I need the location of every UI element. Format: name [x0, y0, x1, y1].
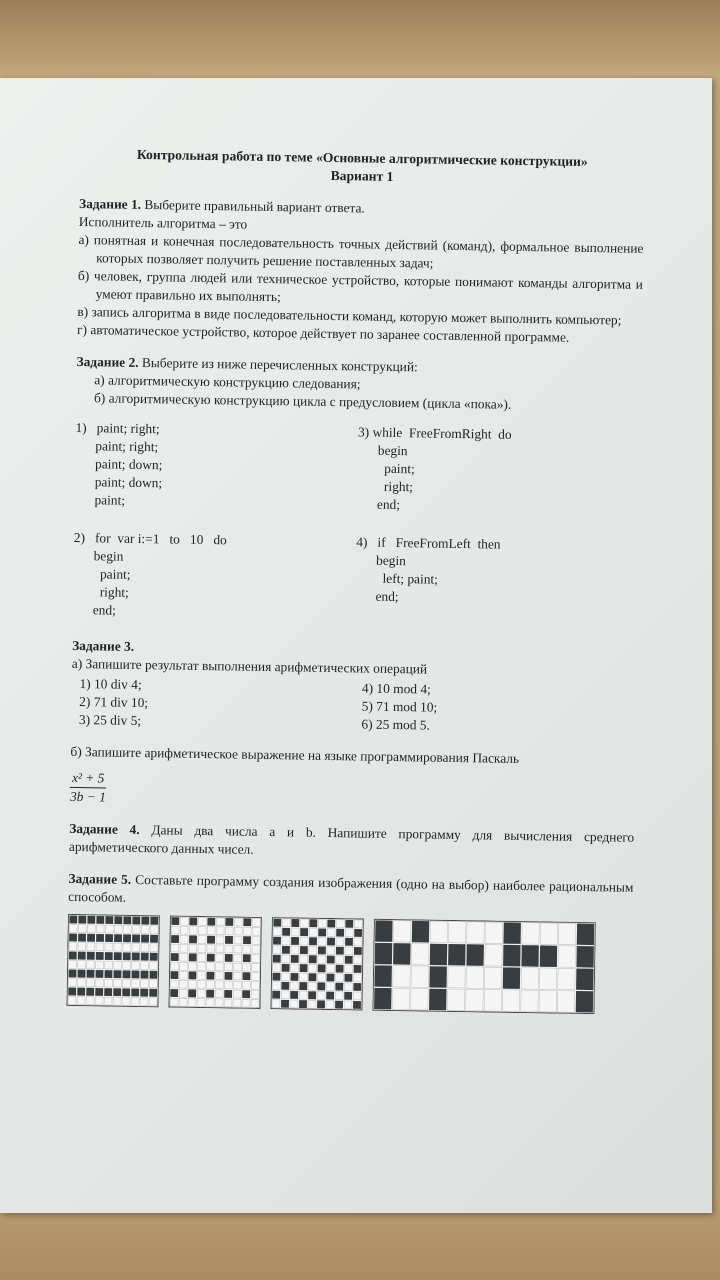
- filled-cell: [225, 972, 233, 980]
- fraction-denominator: 3b − 1: [69, 788, 106, 805]
- filled-cell: [429, 989, 446, 1011]
- filled-cell: [521, 945, 538, 967]
- filled-cell: [327, 920, 335, 928]
- filled-cell: [354, 947, 362, 955]
- filled-cell: [87, 916, 95, 924]
- figure-3-pattern: [270, 917, 363, 1010]
- filled-cell: [87, 934, 95, 942]
- filled-cell: [353, 1001, 361, 1009]
- filled-cell: [335, 1001, 343, 1009]
- filled-cell: [242, 990, 250, 998]
- filled-cell: [344, 974, 352, 982]
- task-1-option-c: в) запись алгоритма в виде последовательности команд, которую может выполнить компьютер;: [77, 303, 622, 328]
- task-3-b-text: б) Запишите арифметическое выражение на языке программирования Паскаль: [70, 743, 520, 766]
- filled-cell: [300, 946, 308, 954]
- operation-1: 1) 10 div 4;: [79, 676, 142, 693]
- filled-cell: [309, 955, 317, 963]
- filled-cell: [150, 935, 158, 943]
- filled-cell: [326, 992, 334, 1000]
- fraction-numerator: x² + 5: [70, 769, 107, 789]
- filled-cell: [540, 945, 557, 967]
- task-1-option-a: а) понятная и конечная последовательность точных действий (команд), формальное выполнение которых позволяет получить решение поставленных задач;: [78, 231, 644, 271]
- filled-cell: [281, 982, 289, 990]
- code-grid-top: [74, 419, 640, 518]
- figure-2-pattern: [168, 916, 261, 1009]
- filled-cell: [225, 954, 233, 962]
- filled-cell: [189, 953, 197, 961]
- filled-cell: [69, 916, 77, 924]
- filled-cell: [188, 989, 196, 997]
- filled-cell: [96, 970, 104, 978]
- filled-cell: [224, 990, 232, 998]
- task-2-item-a: а) алгоритмическую конструкцию следования;: [94, 372, 361, 392]
- filled-cell: [243, 936, 251, 944]
- operation-3: 3) 25 div 5;: [78, 712, 142, 729]
- title-line-2: Вариант 1: [330, 167, 394, 184]
- filled-cell: [225, 918, 233, 926]
- filled-cell: [171, 971, 179, 979]
- filled-cell: [375, 920, 392, 942]
- filled-cell: [290, 973, 298, 981]
- filled-cell: [429, 966, 446, 988]
- filled-cell: [273, 937, 281, 945]
- filled-cell: [335, 983, 343, 991]
- figure-4-pattern: [372, 919, 595, 1014]
- filled-cell: [132, 971, 140, 979]
- filled-cell: [345, 938, 353, 946]
- filled-cell: [189, 971, 197, 979]
- filled-cell: [336, 929, 344, 937]
- filled-cell: [69, 934, 77, 942]
- task-2: [73, 353, 642, 628]
- task-3: [70, 637, 638, 815]
- figure-1-pattern: [66, 914, 159, 1007]
- filled-cell: [114, 952, 122, 960]
- operation-6: 6) 25 mod 5.: [361, 716, 430, 733]
- filled-cell: [466, 944, 483, 966]
- filled-cell: [412, 921, 429, 943]
- filled-cell: [123, 916, 131, 924]
- filled-cell: [149, 989, 157, 997]
- filled-cell: [113, 988, 121, 996]
- filled-cell: [171, 935, 179, 943]
- filled-cell: [105, 916, 113, 924]
- filled-cell: [104, 988, 112, 996]
- filled-cell: [282, 946, 290, 954]
- filled-cell: [78, 970, 86, 978]
- fraction-expression: [70, 769, 107, 807]
- filled-cell: [114, 916, 122, 924]
- filled-cell: [291, 955, 299, 963]
- task-1-question: Исполнитель алгоритма – это: [78, 213, 248, 232]
- task-4-text: Даны два числа a и b. Напишите программу для вычисления среднего арифметического данных чисел.: [68, 822, 635, 857]
- filled-cell: [503, 945, 520, 967]
- filled-cell: [96, 934, 104, 942]
- task-3-label: Задание 3.: [72, 637, 135, 654]
- task-1-instruction: Выберите правильный вариант ответа.: [144, 197, 365, 216]
- filled-cell: [132, 935, 140, 943]
- filled-cell: [318, 928, 326, 936]
- filled-cell: [282, 928, 290, 936]
- filled-cell: [123, 952, 131, 960]
- filled-cell: [273, 955, 281, 963]
- task-1-label: Задание 1.: [78, 195, 142, 212]
- filled-cell: [326, 974, 334, 982]
- filled-cell: [95, 988, 103, 996]
- filled-cell: [577, 924, 594, 946]
- filled-cell: [170, 989, 178, 997]
- filled-cell: [141, 935, 149, 943]
- filled-cell: [430, 944, 447, 966]
- filled-cell: [69, 970, 77, 978]
- task-2-instruction: Выберите из ниже перечисленных конструкций:: [141, 355, 418, 375]
- filled-cell: [374, 988, 391, 1010]
- filled-cell: [206, 990, 214, 998]
- filled-cell: [281, 1000, 289, 1008]
- filled-cell: [375, 943, 392, 965]
- filled-cell: [299, 982, 307, 990]
- filled-cell: [122, 988, 130, 996]
- filled-cell: [309, 937, 317, 945]
- filled-cell: [308, 991, 316, 999]
- filled-cell: [299, 1000, 307, 1008]
- filled-cell: [68, 988, 76, 996]
- operation-2: 2) 71 div 10;: [79, 694, 149, 711]
- filled-cell: [336, 965, 344, 973]
- task-1: [77, 195, 644, 348]
- filled-cell: [243, 954, 251, 962]
- task-1-option-b: б) человек, группа людей или техническое устройство, которые понимают команды алгоритма и умеют правильно их выполнять;: [77, 267, 643, 305]
- filled-cell: [114, 934, 122, 942]
- filled-cell: [78, 916, 86, 924]
- filled-cell: [96, 916, 104, 924]
- task-2-label: Задание 2.: [76, 353, 139, 370]
- filled-cell: [141, 953, 149, 961]
- filled-cell: [207, 936, 215, 944]
- filled-cell: [225, 936, 233, 944]
- code-block-3: 3) while FreeFromRight do begin paint; right; end;: [356, 424, 512, 513]
- task-5-label: Задание 5.: [68, 870, 132, 887]
- filled-cell: [141, 917, 149, 925]
- filled-cell: [189, 935, 197, 943]
- filled-cell: [86, 988, 94, 996]
- filled-cell: [353, 983, 361, 991]
- filled-cell: [150, 953, 158, 961]
- code-block-2: 2) for var i:=1 to 10 do begin paint; right; end;: [72, 529, 227, 618]
- filled-cell: [374, 965, 391, 987]
- filled-cell: [345, 920, 353, 928]
- filled-cell: [344, 992, 352, 1000]
- filled-cell: [207, 954, 215, 962]
- filled-cell: [354, 929, 362, 937]
- operations-list: [71, 675, 637, 738]
- filled-cell: [503, 922, 520, 944]
- filled-cell: [105, 934, 113, 942]
- filled-cell: [87, 952, 95, 960]
- task-5: [66, 870, 633, 1015]
- filled-cell: [114, 970, 122, 978]
- filled-cell: [207, 918, 215, 926]
- filled-cell: [87, 970, 95, 978]
- filled-cell: [171, 917, 179, 925]
- filled-cell: [327, 938, 335, 946]
- filled-cell: [141, 971, 149, 979]
- filled-cell: [132, 953, 140, 961]
- filled-cell: [189, 917, 197, 925]
- filled-cell: [282, 964, 290, 972]
- task-3-a-text: а) Запишите результат выполнения арифметических операций: [71, 655, 428, 677]
- filled-cell: [576, 946, 593, 968]
- filled-cell: [345, 956, 353, 964]
- filled-cell: [105, 970, 113, 978]
- filled-cell: [132, 917, 140, 925]
- operation-5: 5) 71 mod 10;: [361, 698, 438, 715]
- filled-cell: [272, 973, 280, 981]
- task-4: [69, 820, 634, 865]
- task-5-text: Составьте программу создания изображения (одно на выбор) наиболее рациональным способом.: [68, 871, 634, 905]
- filled-cell: [273, 919, 281, 927]
- filled-cell: [317, 982, 325, 990]
- filled-cell: [393, 943, 410, 965]
- filled-cell: [171, 953, 179, 961]
- filled-cell: [576, 991, 593, 1013]
- document: [66, 145, 644, 1015]
- filled-cell: [291, 919, 299, 927]
- filled-cell: [123, 970, 131, 978]
- task-2-item-b: б) алгоритмическую конструкцию цикла с предусловием (цикла «пока»).: [93, 390, 512, 412]
- filled-cell: [69, 952, 77, 960]
- filled-cell: [78, 952, 86, 960]
- filled-cell: [336, 947, 344, 955]
- filled-cell: [300, 928, 308, 936]
- filled-cell: [207, 972, 215, 980]
- filled-cell: [576, 968, 593, 990]
- filled-cell: [105, 952, 113, 960]
- filled-cell: [317, 1000, 325, 1008]
- task-4-label: Задание 4.: [69, 820, 140, 838]
- filled-cell: [300, 964, 308, 972]
- filled-cell: [318, 964, 326, 972]
- task-1-option-d: г) автоматическое устройство, которое действует по заранее составленной программе.: [76, 321, 570, 345]
- filled-cell: [77, 988, 85, 996]
- filled-cell: [123, 934, 131, 942]
- filled-cell: [272, 991, 280, 999]
- filled-cell: [131, 989, 139, 997]
- filled-cell: [140, 989, 148, 997]
- code-grid-bottom: [73, 529, 639, 628]
- filled-cell: [309, 919, 317, 927]
- code-block-1: 1) paint; right; paint; right; paint; down; paint; down; paint;: [74, 419, 163, 508]
- filled-cell: [96, 952, 104, 960]
- filled-cell: [290, 991, 298, 999]
- filled-cell: [318, 946, 326, 954]
- filled-cell: [448, 944, 465, 966]
- filled-cell: [308, 973, 316, 981]
- filled-cell: [150, 971, 158, 979]
- figures-row: [66, 914, 632, 1015]
- code-block-4: 4) if FreeFromLeft then begin left; paint; end;: [355, 534, 501, 605]
- filled-cell: [150, 917, 158, 925]
- filled-cell: [503, 967, 520, 989]
- filled-cell: [327, 956, 335, 964]
- filled-cell: [243, 972, 251, 980]
- filled-cell: [354, 965, 362, 973]
- filled-cell: [291, 937, 299, 945]
- filled-cell: [78, 934, 86, 942]
- operation-4: 4) 10 mod 4;: [361, 680, 431, 697]
- filled-cell: [243, 918, 251, 926]
- title-line-1: Контрольная работа по теме «Основные алгоритмические конструкции»: [136, 146, 588, 169]
